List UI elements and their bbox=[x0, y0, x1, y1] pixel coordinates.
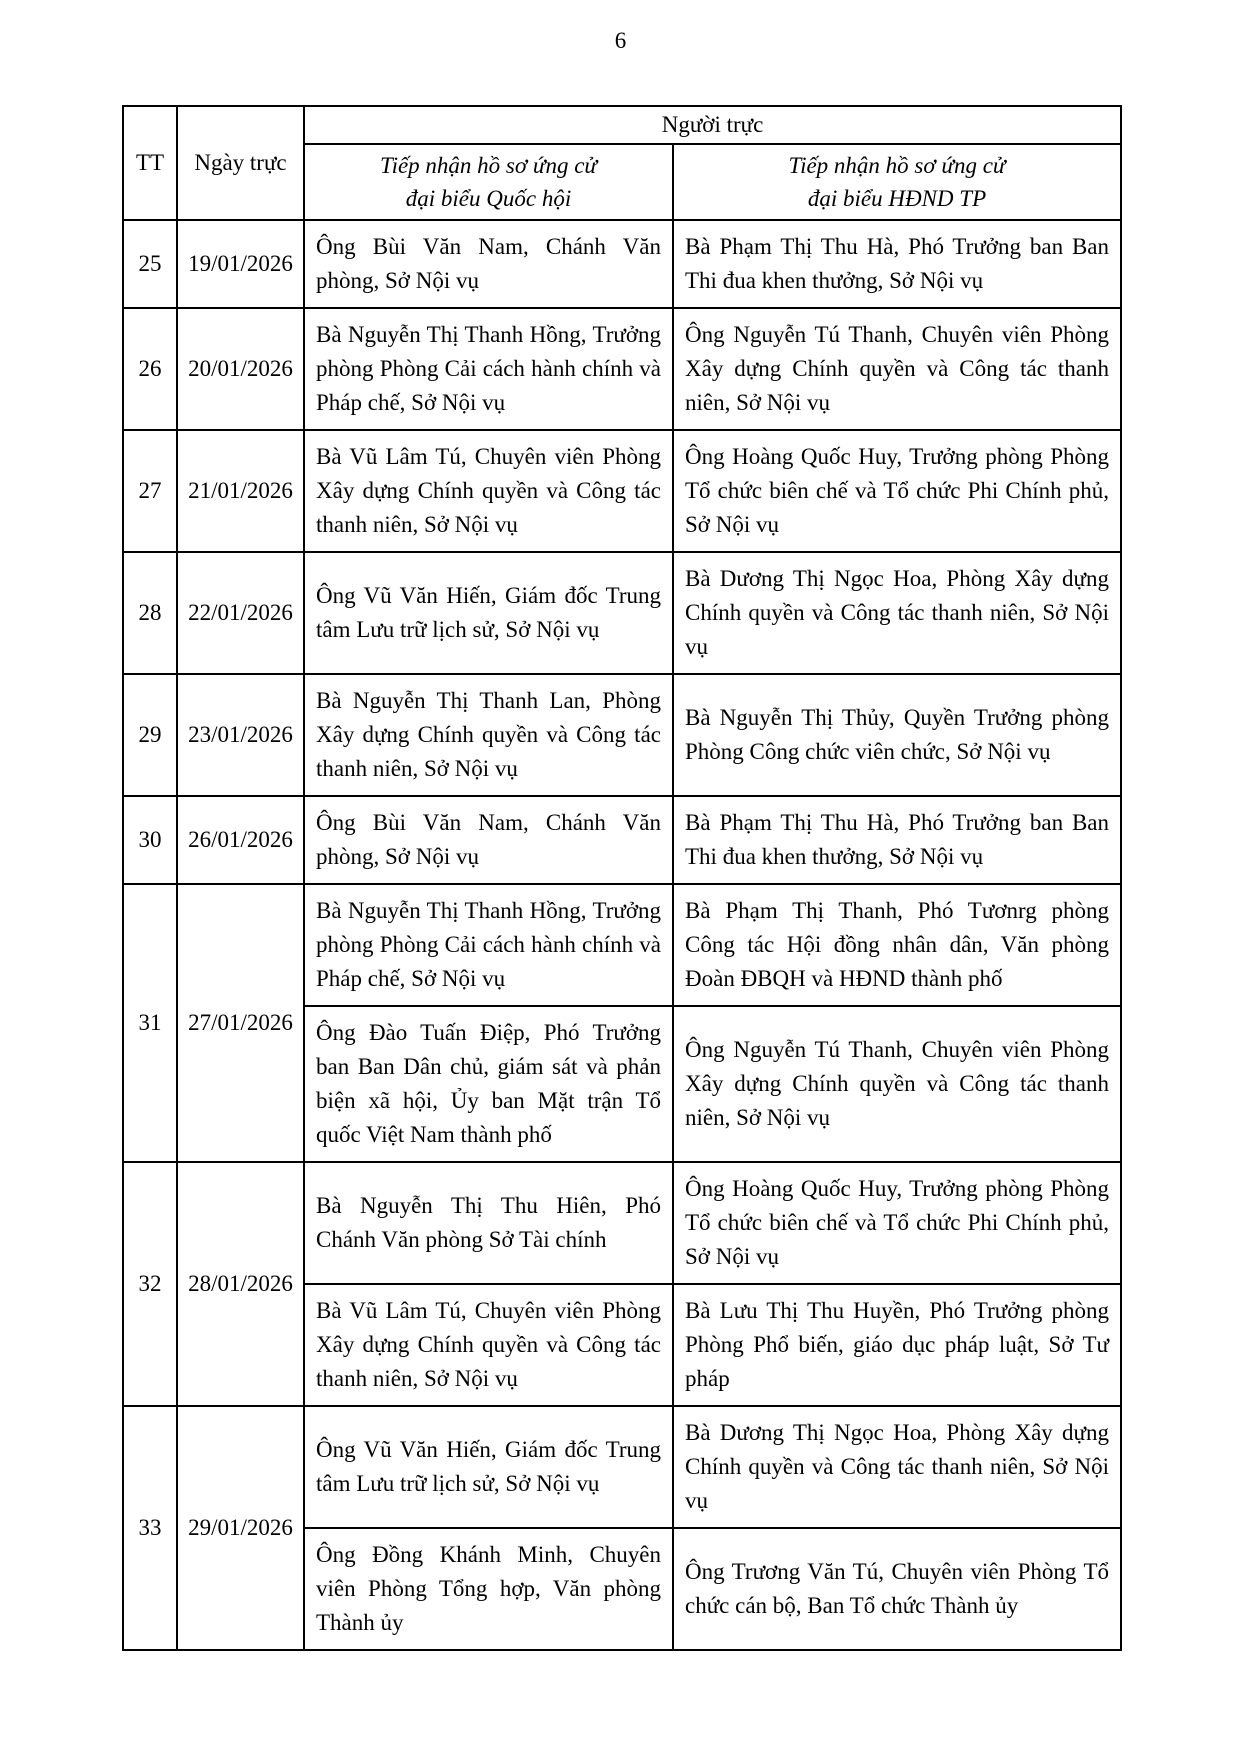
cell-person-quoc-hoi: Bà Nguyễn Thị Thanh Hồng, Trưởng phòng Phòng Cải cách hành chính và Pháp chế, Sở Nội vụ bbox=[304, 308, 673, 430]
header-row-group bbox=[123, 106, 1121, 144]
cell-person-hdnd: Bà Phạm Thị Thanh, Phó Tươnrg phòng Công tác Hội đồng nhân dân, Văn phòng Đoàn ĐBQH và HĐND thành phố bbox=[673, 884, 1121, 1006]
header-tt: TT bbox=[123, 106, 177, 220]
cell-person-hdnd: Ông Nguyễn Tú Thanh, Chuyên viên Phòng Xây dựng Chính quyền và Công tác thanh niên, Sở Nội vụ bbox=[673, 1006, 1121, 1162]
cell-date: 20/01/2026 bbox=[177, 308, 304, 430]
table-row bbox=[123, 220, 1121, 308]
cell-person-hdnd: Ông Nguyễn Tú Thanh, Chuyên viên Phòng Xây dựng Chính quyền và Công tác thanh niên, Sở Nội vụ bbox=[673, 308, 1121, 430]
table-body bbox=[123, 220, 1121, 1650]
header-quoc-hoi-line1: Tiếp nhận hồ sơ ứng cử bbox=[380, 153, 597, 178]
duty-schedule-table bbox=[122, 105, 1122, 1651]
table-row bbox=[123, 674, 1121, 796]
cell-date: 27/01/2026 bbox=[177, 884, 304, 1162]
cell-person-quoc-hoi: Ông Vũ Văn Hiến, Giám đốc Trung tâm Lưu trữ lịch sử, Sở Nội vụ bbox=[304, 552, 673, 674]
cell-person-hdnd: Bà Lưu Thị Thu Huyền, Phó Trưởng phòng Phòng Phổ biến, giáo dục pháp luật, Sở Tư pháp bbox=[673, 1284, 1121, 1406]
cell-person-quoc-hoi: Ông Bùi Văn Nam, Chánh Văn phòng, Sở Nội vụ bbox=[304, 220, 673, 308]
table-header bbox=[123, 106, 1121, 220]
cell-person-hdnd: Bà Phạm Thị Thu Hà, Phó Trưởng ban Ban Thi đua khen thưởng, Sở Nội vụ bbox=[673, 796, 1121, 884]
cell-person-quoc-hoi: Ông Bùi Văn Nam, Chánh Văn phòng, Sở Nội vụ bbox=[304, 796, 673, 884]
cell-person-hdnd: Bà Dương Thị Ngọc Hoa, Phòng Xây dựng Chính quyền và Công tác thanh niên, Sở Nội vụ bbox=[673, 552, 1121, 674]
cell-date: 26/01/2026 bbox=[177, 796, 304, 884]
cell-date: 23/01/2026 bbox=[177, 674, 304, 796]
cell-tt: 25 bbox=[123, 220, 177, 308]
cell-tt: 33 bbox=[123, 1406, 177, 1650]
cell-person-hdnd: Bà Dương Thị Ngọc Hoa, Phòng Xây dựng Chính quyền và Công tác thanh niên, Sở Nội vụ bbox=[673, 1406, 1121, 1528]
cell-tt: 26 bbox=[123, 308, 177, 430]
table-row bbox=[123, 796, 1121, 884]
cell-person-quoc-hoi: Bà Vũ Lâm Tú, Chuyên viên Phòng Xây dựng Chính quyền và Công tác thanh niên, Sở Nội vụ bbox=[304, 430, 673, 552]
table-row bbox=[123, 1162, 1121, 1284]
cell-person-hdnd: Bà Phạm Thị Thu Hà, Phó Trưởng ban Ban Thi đua khen thưởng, Sở Nội vụ bbox=[673, 220, 1121, 308]
table-row bbox=[123, 884, 1121, 1006]
cell-person-quoc-hoi: Ông Đào Tuấn Điệp, Phó Trưởng ban Ban Dân chủ, giám sát và phản biện xã hội, Ủy ban Mặt trận Tổ quốc Việt Nam thành phố bbox=[304, 1006, 673, 1162]
cell-tt: 30 bbox=[123, 796, 177, 884]
cell-person-quoc-hoi: Ông Đồng Khánh Minh, Chuyên viên Phòng Tổng hợp, Văn phòng Thành ủy bbox=[304, 1528, 673, 1650]
table-row bbox=[123, 308, 1121, 430]
cell-date: 21/01/2026 bbox=[177, 430, 304, 552]
cell-person-quoc-hoi: Bà Nguyễn Thị Thu Hiên, Phó Chánh Văn phòng Sở Tài chính bbox=[304, 1162, 673, 1284]
cell-person-hdnd: Ông Trương Văn Tú, Chuyên viên Phòng Tổ chức cán bộ, Ban Tổ chức Thành ủy bbox=[673, 1528, 1121, 1650]
header-hdnd-line1: Tiếp nhận hồ sơ ứng cử bbox=[788, 153, 1006, 178]
header-group-nguoi-truc: Người trực bbox=[304, 106, 1121, 144]
cell-tt: 29 bbox=[123, 674, 177, 796]
table-row bbox=[123, 430, 1121, 552]
header-date: Ngày trực bbox=[177, 106, 304, 220]
cell-person-hdnd: Ông Hoàng Quốc Huy, Trưởng phòng Phòng Tổ chức biên chế và Tổ chức Phi Chính phủ, Sở Nội vụ bbox=[673, 1162, 1121, 1284]
cell-person-quoc-hoi: Ông Vũ Văn Hiến, Giám đốc Trung tâm Lưu trữ lịch sử, Sở Nội vụ bbox=[304, 1406, 673, 1528]
cell-date: 19/01/2026 bbox=[177, 220, 304, 308]
cell-date: 29/01/2026 bbox=[177, 1406, 304, 1650]
cell-tt: 27 bbox=[123, 430, 177, 552]
header-col-hdnd bbox=[673, 144, 1121, 220]
page-number: 6 bbox=[614, 28, 627, 53]
cell-date: 22/01/2026 bbox=[177, 552, 304, 674]
cell-tt: 31 bbox=[123, 884, 177, 1162]
cell-person-hdnd: Ông Hoàng Quốc Huy, Trưởng phòng Phòng Tổ chức biên chế và Tổ chức Phi Chính phủ, Sở Nội vụ bbox=[673, 430, 1121, 552]
header-quoc-hoi-line2: đại biểu Quốc hội bbox=[405, 186, 572, 211]
cell-person-quoc-hoi: Bà Vũ Lâm Tú, Chuyên viên Phòng Xây dựng Chính quyền và Công tác thanh niên, Sở Nội vụ bbox=[304, 1284, 673, 1406]
cell-tt: 32 bbox=[123, 1162, 177, 1406]
header-col-quoc-hoi bbox=[304, 144, 673, 220]
cell-date: 28/01/2026 bbox=[177, 1162, 304, 1406]
cell-tt: 28 bbox=[123, 552, 177, 674]
header-hdnd-line2: đại biểu HĐND TP bbox=[807, 186, 987, 211]
cell-person-quoc-hoi: Bà Nguyễn Thị Thanh Hồng, Trưởng phòng Phòng Cải cách hành chính và Pháp chế, Sở Nội vụ bbox=[304, 884, 673, 1006]
cell-person-hdnd: Bà Nguyễn Thị Thủy, Quyền Trưởng phòng Phòng Công chức viên chức, Sở Nội vụ bbox=[673, 674, 1121, 796]
cell-person-quoc-hoi: Bà Nguyễn Thị Thanh Lan, Phòng Xây dựng Chính quyền và Công tác thanh niên, Sở Nội vụ bbox=[304, 674, 673, 796]
table-row bbox=[123, 552, 1121, 674]
table-row bbox=[123, 1406, 1121, 1528]
